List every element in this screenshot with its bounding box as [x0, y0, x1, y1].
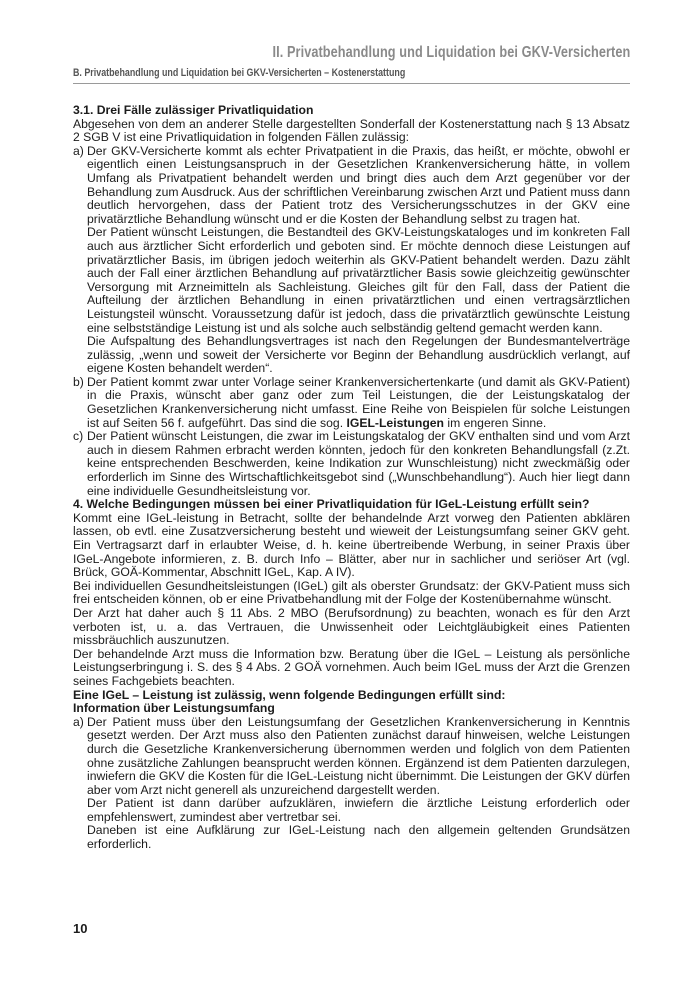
list-item-text [87, 145, 630, 376]
header-divider [73, 83, 630, 84]
text-run: Der Patient kommt zwar unter Vorlage seiner Krankenversichertenkarte (und damit als GKV-Patient) in die Praxis, wünscht aber ganz oder zum Teil Leistungen, die der Leistungskatalog der Gesetzlichen Krankenversicherung nicht umfasst. Eine Reihe von Beispielen für solche Leistungen ist auf Seiten 56 f. aufgeführt. Das sind die sog. [87, 374, 630, 430]
paragraph: Bei individuellen Gesundheitsleistungen (IGeL) gilt als oberster Grundsatz: der GKV-Patient muss sich frei entscheiden können, ob er eine Privatbehandlung mit der Folge der Kostenübernahme wünscht. [73, 578, 630, 607]
body-text [73, 104, 630, 852]
list-item-c [73, 430, 630, 498]
bold-term: IGEL-Leistungen [346, 415, 444, 430]
list-item-b [73, 376, 630, 430]
section-3-1-intro: Abgesehen von dem an anderer Stelle dargestellten Sonderfall der Kostenerstattung nach § 13 Absatz 2 SGB V ist eine Privatliquidation in folgenden Fällen zulässig: [73, 116, 630, 145]
paragraph: Die Aufspaltung des Behandlungsvertrages ist nach den Regelungen der Bundesmantelverträge zulässig, „wenn und soweit der Versicherte vor Beginn der Behandlung ausdrücklich verlangt, auf eigene Kosten behandelt werden“. [87, 334, 630, 376]
running-title: II. Privatbehandlung und Liquidation bei GKV-Versicherten [272, 44, 630, 61]
list-label: c) [73, 429, 84, 444]
paragraph [87, 376, 630, 430]
section-heading-3-1: 3.1. Drei Fälle zulässiger Privatliquidation [73, 103, 314, 117]
bold-statement: Eine IGeL – Leistung ist zulässig, wenn folgende Bedingungen erfüllt sind: [73, 687, 506, 702]
list-label: a) [73, 714, 84, 729]
list-label: b) [73, 374, 84, 389]
paragraph: Der Patient muss über den Leistungsumfang der Gesetzlichen Krankenversicherung in Kenntnis gesetzt werden. Der Arzt muss also den Patienten zunächst darauf hinweisen, welche Leistungen durch die Gesetzliche Krankenversicherung übernommen werden und folglich von dem Patienten ohne zusätzliche Zahlungen beansprucht werden können. Ergänzend ist dem Patienten darzulegen, inwiefern die GKV die Kosten für die IGeL-Leistung nicht übernimmt. Die Leistungen der GKV dürfen aber vom Arzt nicht generell als unzureichend dargestellt werden. [87, 714, 630, 797]
running-subtitle: B. Privatbehandlung und Liquidation bei GKV-Versicherten – Kostenerstattung [73, 67, 406, 79]
paragraph: Der Patient wünscht Leistungen, die Bestandteil des GKV-Leistungskataloges und im konkreten Fall auch aus ärztlicher Sicht erforderlich und geboten sind. Er möchte dennoch diese Leistungen auf privatärztlicher Basis, im übrigen jedoch weiterhin als GKV-Patient behandelt werden. Dazu zählt auch der Fall einer ärztlichen Behandlung auf privatärztlicher Basis sowie gleichzeitig gewünschter Versorgung mit Arzneimitteln als Sachleistung. Gleiches gilt für den Fall, dass der Patient die Aufteilung der ärztlichen Behandlung in einen privatärztlichen und einen vertragsärztlichen Leistungsteil wünscht. Voraussetzung dafür ist jedoch, dass die privatärztlich gewünschte Leistung eine selbstständige Leistung ist und als solche auch selbständig geltend gemacht werden kann. [87, 225, 630, 335]
paragraph: Der Arzt hat daher auch § 11 Abs. 2 MBO (Berufsordnung) zu beachten, wonach es für den Arzt verboten ist, u. a. das Vertrauen, die Unwissenheit oder Leichtgläubigkeit eines Patienten missbräuchlich auszunutzen. [73, 605, 630, 648]
paragraph: Der behandelnde Arzt muss die Information bzw. Beratung über die IGeL – Leistung als persönliche Leistungserbringung i. S. des § 4 Abs. 2 GOÄ vornehmen. Auch beim IGeL muss der Arzt die Grenzen seines Fachgebiets beachten. [73, 646, 630, 688]
text-run: im engeren Sinne. [443, 415, 547, 430]
list-item-text [87, 716, 630, 852]
section-heading-4: 4. Welche Bedingungen müssen bei einer Privatliquidation für IGeL-Leistung erfüllt sein? [73, 497, 590, 512]
list-label: a) [73, 143, 84, 158]
paragraph: Der GKV-Versicherte kommt als echter Privatpatient in die Praxis, das heißt, er möchte, obwohl er eigentlich einen Leistungsanspruch in der Gesetzlichen Krankenversicherung hätte, in vollem Umfang als Privatpatient behandelt werden und bringt dies auch dem Arzt gegenüber vor der Behandlung zum Ausdruck. Aus der schriftlichen Vereinbarung zwischen Arzt und Patient muss dann deutlich hervorgehen, dass der Patient trotz des Versicherungsschutzes in der GKV eine privatärztliche Behandlung wünscht und er die Kosten der Behandlung selbst zu tragen hat. [87, 143, 630, 226]
list-item-a [73, 716, 630, 852]
paragraph: Der Patient wünscht Leistungen, die zwar im Leistungskatalog der GKV enthalten sind und vom Arzt auch in diesem Rahmen erbracht werden könnten, jedoch für den konkreten Behandlungsfall (z.Zt. keine entsprechenden Beschwerden, keine Indikation zur Wunschleistung) nicht zweckmäßig oder erforderlich im Sinne des Wirtschaftlichkeitsgebot sind („Wunschbehandlung“). Auch hier liegt dann eine individuelle Gesundheitsleistung vor. [87, 429, 630, 498]
list-item-text [87, 430, 630, 498]
paragraph: Der Patient ist dann darüber aufzuklären, inwiefern die ärztliche Leistung erforderlich oder empfehlenswert, zumindest aber vertretbar sei. [87, 796, 630, 824]
subheading: Information über Leistungsumfang [73, 701, 275, 716]
paragraph: Daneben ist eine Aufklärung zur IGeL-Leistung nach den allgemein geltenden Grundsätzen erforderlich. [87, 823, 630, 852]
paragraph: Kommt eine IGeL-leistung in Betracht, sollte der behandelnde Arzt vorweg den Patienten abklären lassen, ob evtl. eine Zusatzversicherung besteht und wieweit der Leistungsumfang seiner GKV geht. Ein Vertragsarzt darf in erlaubter Weise, d. h. keine übertreibende Werbung, in seiner Praxis über IGeL-Angebote informieren, z. B. durch Info – Blätter, aber nur in sachlicher und seriöser Art (vgl. Brück, GOÄ-Kommentar, Abschnitt IGeL, Kap. A IV). [73, 510, 630, 580]
page-number: 10 [73, 921, 88, 936]
list-item-a [73, 145, 630, 376]
list-item-text [87, 376, 630, 430]
